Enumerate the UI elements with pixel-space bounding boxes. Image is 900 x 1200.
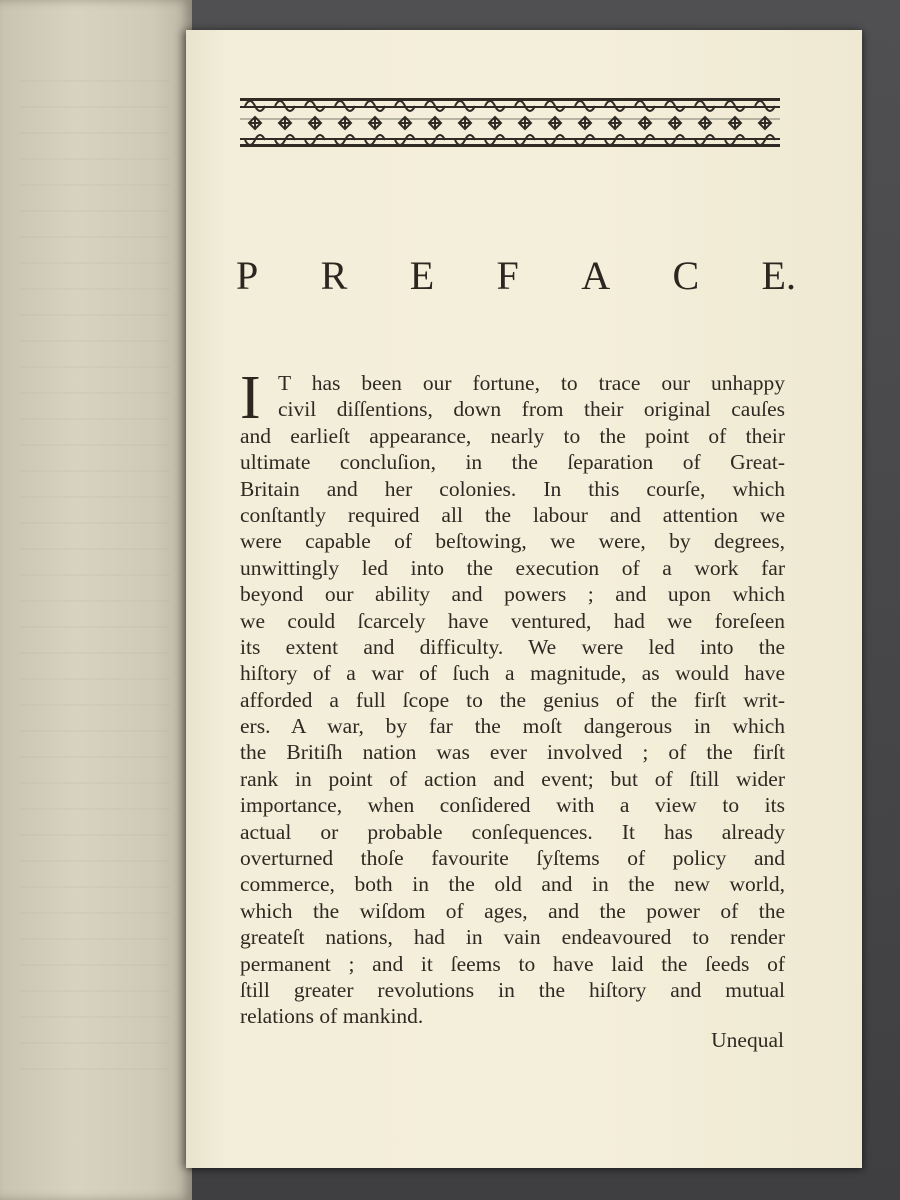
text-line: overturned thoſe favourite ſyſtems of policy and [240,846,785,871]
text-line: beyond our ability and powers ; and upon which [240,582,785,607]
text-line: ultimate concluſion, in the ſeparation of Great- [240,450,785,475]
text-line: T has been our fortune, to trace our unhappy [278,371,785,395]
text-line: civil diſſentions, down from their original cauſes [278,397,785,422]
text-line: hiſtory of a war of ſuch a magnitude, as would have [240,661,785,686]
title-letter: C [672,253,700,298]
text-line: Britain and her colonies. In this courſe, which [240,476,785,501]
drop-cap: I [240,364,261,432]
text-line: ers. A war, by far the moſt dangerous in which [240,714,785,739]
text-line: conſtantly required all the labour and attention we [240,502,785,527]
text-line: greateſt nations, had in vain endeavoured to render [240,925,785,950]
text-line: rank in point of action and event; but of ſtill wider [240,766,785,791]
text-line: and earlieſt appearance, nearly to the point of their [240,423,785,448]
title-letter: E [409,253,435,298]
text-line: which the wiſdom of ages, and the power of the [240,898,785,923]
text-line: relations of mankind. [240,1004,424,1029]
facing-page [0,0,192,1200]
text-line: commerce, both in the old and in the new world, [240,872,785,897]
page-title [236,252,796,299]
title-letter: A [581,253,611,298]
text-line: were capable of beſtowing, we were, by degrees, [240,529,785,554]
title-letter: R [320,253,348,298]
title-letter: E. [761,253,796,298]
title-letter: P [236,253,259,298]
catchword: Unequal [711,1028,784,1052]
text-line: its extent and difficulty. We were led into the [240,634,785,659]
text-line: afforded a full ſcope to the genius of the firſt writ- [240,687,785,712]
text-line: importance, when conſidered with a view to its [240,793,785,818]
text-line: actual or probable conſequences. It has already [240,819,785,844]
book-page [186,30,862,1168]
ornament-band [240,94,780,152]
ornament-row-top [240,98,780,108]
preface-text [240,364,785,1030]
bleed-through-text [20,80,170,1080]
text-line: unwittingly led into the execution of a work far [240,555,785,580]
text-line: permanent ; and it ſeems to have laid the ſeeds of [240,951,785,976]
title-letter: F [496,253,519,298]
ornament-row-middle [240,118,780,120]
text-line: ſtill greater revolutions in the hiſtory and mutual [240,977,785,1002]
text-line: we could ſcarcely have ventured, had we foreſeen [240,608,785,633]
text-line: the Britiſh nation was ever involved ; of the firſt [240,740,785,765]
